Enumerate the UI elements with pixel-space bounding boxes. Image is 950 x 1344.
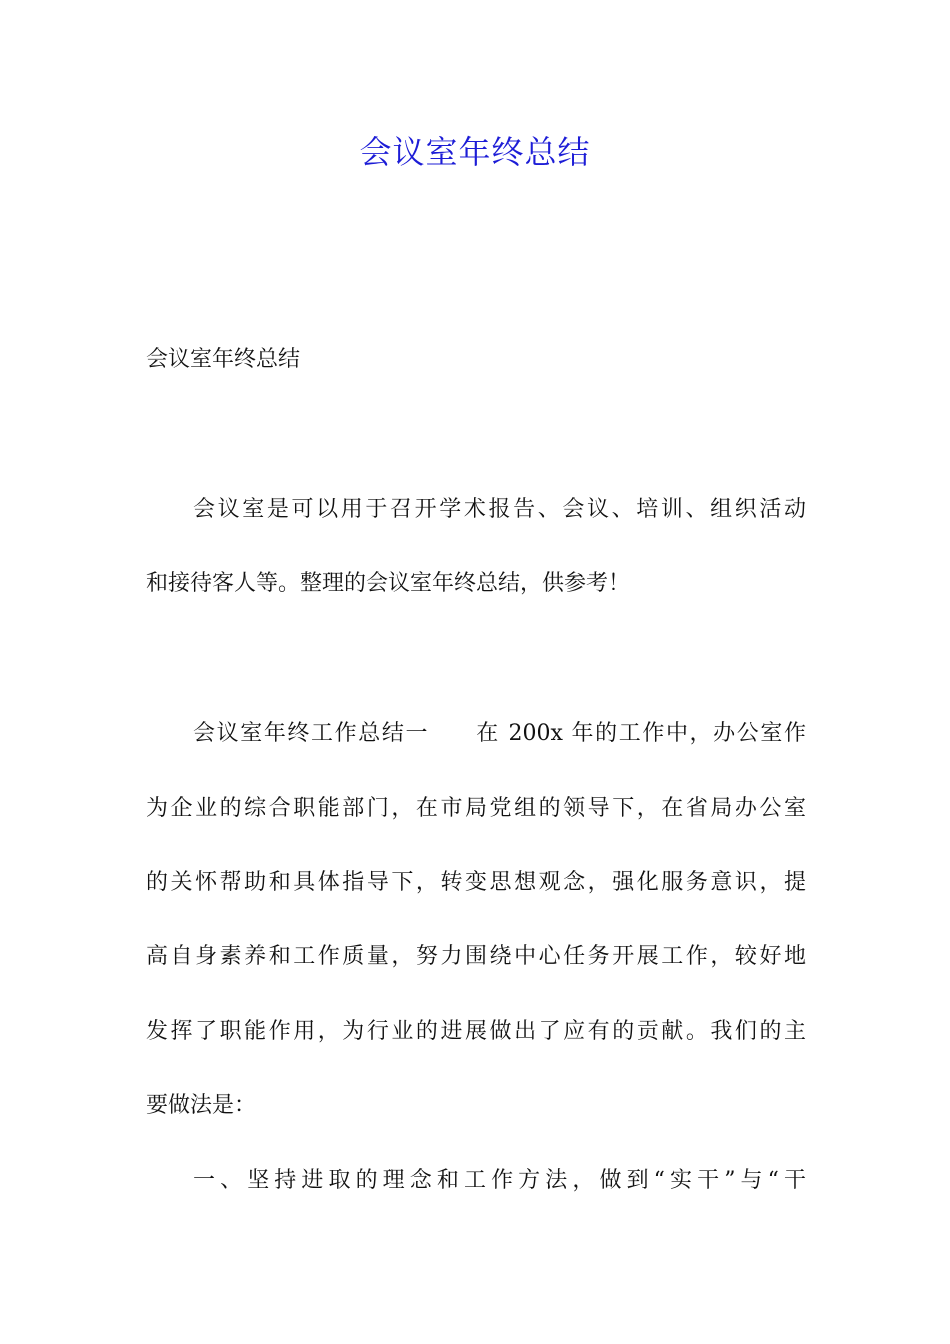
document-title: 会议室年终总结 [359,133,591,171]
paragraph-line: 会议室年终工作总结一 在 200x 年的工作中，办公室作 [193,721,806,746]
paragraph-line: 的关怀帮助和具体指导下，转变思想观念，强化服务意识，提 [146,870,806,895]
paragraph-line: 发挥了职能作用，为行业的进展做出了应有的贡献。我们的主 [146,1019,806,1044]
paragraph-line: 要做法是： [146,1093,257,1118]
paragraph-line: 一、坚持进取的理念和工作方法，做到“实干”与“干 [193,1168,806,1193]
paragraph-line: 高自身素养和工作质量，努力围绕中心任务开展工作，较好地 [146,944,806,969]
document-subtitle: 会议室年终总结 [146,347,301,372]
paragraph-line: 为企业的综合职能部门，在市局党组的领导下，在省局办公室 [146,796,806,821]
paragraph-line: 会议室是可以用于召开学术报告、会议、培训、组织活动 [193,497,806,522]
paragraph-line: 和接待客人等。整理的会议室年终总结，供参考！ [146,571,631,596]
